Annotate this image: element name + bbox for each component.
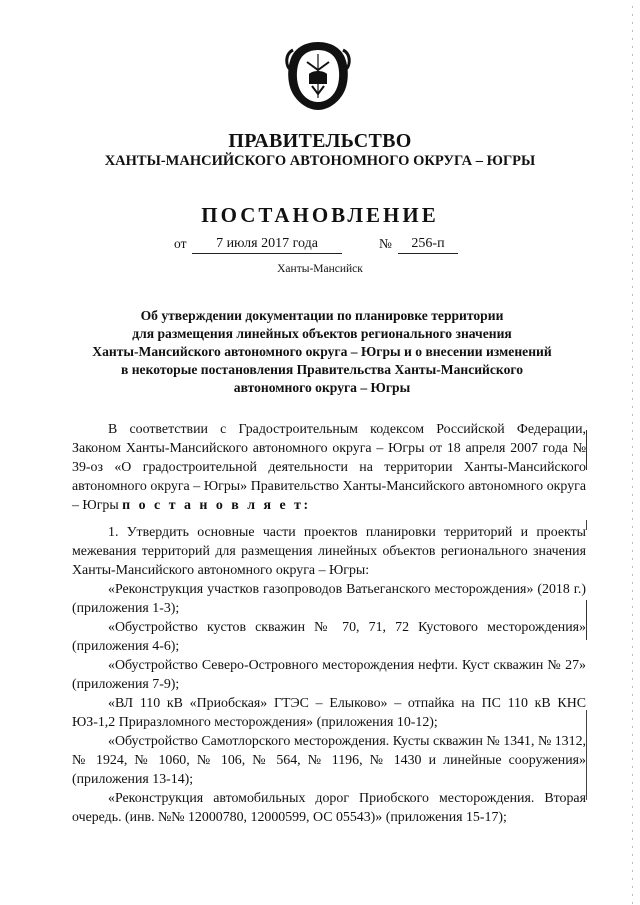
date-prefix: от <box>174 236 187 251</box>
subject-line: автономного округа – Югры <box>233 380 411 395</box>
subject-line: в некоторые постановления Правительства Ханты-Мансийского <box>120 362 524 377</box>
subject-line: Ханты-Мансийского автономного округа – Югры и о внесении изменений <box>92 344 552 359</box>
city-name: Ханты-Мансийск <box>277 263 363 275</box>
date-number-line <box>174 232 474 254</box>
preamble-paragraph <box>72 420 586 515</box>
government-region: ХАНТЫ-МАНСИЙСКОГО АВТОНОМНОГО ОКРУГА – ЮГРЫ <box>104 153 536 169</box>
clause-paragraph: «Обустройство Северо-Островного месторождения нефти. Куст скважин № 27» (приложения 7-9); <box>72 658 586 692</box>
subject-line: Об утверждении документации по планировке территории <box>140 308 504 323</box>
coat-of-arms-icon <box>283 40 353 112</box>
clause-paragraph: «Реконструкция участков газопроводов Ватьеганского месторождения» (2018 г.) (приложения 1-3); <box>72 582 586 616</box>
government-title: ПРАВИТЕЛЬСТВО <box>228 130 412 152</box>
preamble-text: В соответствии с Градостроительным кодексом Российской Федерации, Законом Ханты-Мансийского автономного округа – Югры от 18 апреля 2007 года № 39-оз «О градостроительной деятельности на территории Ханты-Мансийского автономного округа – Югры» Правительство Ханты-Мансийского автономного округа – Югры <box>72 422 586 513</box>
document-date: 7 июля 2017 года <box>192 235 342 254</box>
document-number: 256-п <box>398 235 458 254</box>
document-type: ПОСТАНОВЛЕНИЕ <box>201 203 439 227</box>
number-prefix: № <box>379 236 392 251</box>
clause-paragraph: 1. Утвердить основные части проектов планировки территорий и проекты межевания территорий для размещения линейных объектов регионального значения Ханты-Мансийского автономного округа – Югры: <box>72 525 586 578</box>
clause-paragraph: «Реконструкция автомобильных дорог Приобского месторождения. Вторая очередь. (инв. №№ 12000780, 12000599, ОС 05543)» (приложения 15-17); <box>72 791 586 825</box>
clause-paragraph: «Обустройство кустов скважин № 70, 71, 72 Кустового месторождения» (приложения 4-6); <box>72 620 586 654</box>
decree-word: п о с т а н о в л я е т: <box>122 498 311 513</box>
document-body <box>72 420 586 827</box>
document-subject <box>60 307 584 397</box>
scan-edge-line <box>586 0 587 905</box>
clause-paragraph: «Обустройство Самотлорского месторождения. Кусты скважин № 1341, № 1312, № 1924, № 1060, № 106, № 564, № 1196, № 1430 и линейные сооружения» (приложения 13-14); <box>72 734 586 787</box>
subject-line: для размещения линейных объектов регионального значения <box>132 326 512 341</box>
clause-paragraph: «ВЛ 110 кВ «Приобская» ГТЭС – Елыково» – отпайка на ПС 110 кВ КНС ЮЗ-1,2 Приразломного месторождения» (приложения 10-12); <box>72 696 586 730</box>
scan-edge-line <box>632 0 633 905</box>
